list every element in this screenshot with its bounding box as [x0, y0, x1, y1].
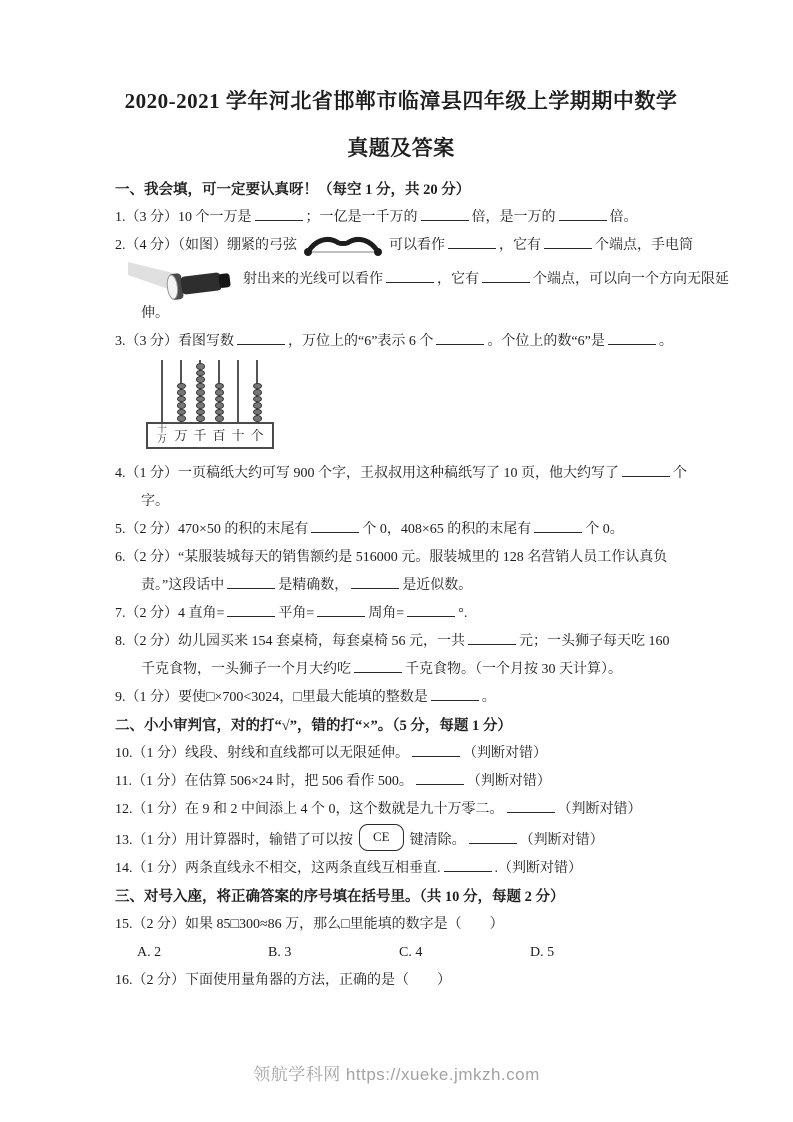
abacus-bead [177, 402, 186, 409]
abacus-rod [161, 360, 163, 422]
question-line: 5.（2 分）470×50 的积的末尾有 个 0，408×65 的积的末尾有 个 0。 [115, 516, 687, 544]
question-8 [115, 628, 687, 684]
answer-blank [255, 207, 303, 221]
answer-blank [469, 830, 517, 844]
abacus-bead [177, 396, 186, 403]
question-line: 7.（2 分）4 直角= 平角= 周角= °. [115, 600, 687, 628]
question-10 [115, 740, 687, 768]
answer-blank [534, 519, 582, 533]
answer-blank [227, 575, 275, 589]
answer-blank [444, 858, 492, 872]
abacus-column-label: 千 [193, 428, 207, 443]
section-heading-2: 二、小小审判官，对的打“√”，错的打“×”。（5 分，每题 1 分） [115, 718, 512, 734]
abacus-bead [253, 415, 262, 422]
question-line: 伸。 [141, 306, 169, 321]
answer-blank [507, 799, 555, 813]
answer-blank [386, 269, 434, 283]
section-heading-1: 一、我会填，可一定要认真呀！（每空 1 分，共 20 分） [115, 182, 471, 198]
answer-blank [544, 235, 592, 249]
abacus-rod [237, 360, 239, 422]
answer-blank [227, 603, 275, 617]
question-line: 字。 [141, 494, 169, 509]
abacus-bead [177, 389, 186, 396]
answer-blank [354, 659, 402, 673]
question-line: 射出来的光线可以看作 ，它有 个端点，可以向一个方向无限延 [115, 260, 687, 300]
abacus-bead [177, 383, 186, 390]
answer-blank [412, 743, 460, 757]
question-line: 9.（1 分）要使□×700<3024，□里最大能填的整数是 。 [115, 684, 687, 712]
calculator-ce-key: CE [359, 824, 404, 851]
question-line: 14.（1 分）两条直线永不相交，这两条直线互相垂直. .（判断对错） [115, 855, 687, 883]
answer-blank [468, 631, 516, 645]
document-title-line2: 真题及答案 [347, 136, 455, 160]
document-title-line1: 2020-2021 学年河北省邯郸市临漳县四年级上学期期中数学 [124, 89, 678, 113]
abacus-bead [196, 409, 205, 416]
abacus-column-label: 个 [250, 428, 264, 443]
question-line: 2.（4 分）（如图）绷紧的弓弦 可以看作 ，它有 个端点，手电筒 [115, 232, 687, 260]
abacus-column-label: 十 万 [157, 425, 167, 445]
section-heading-3: 三、对号入座，将正确答案的序号填在括号里。（共 10 分，每题 2 分） [115, 889, 565, 905]
answer-blank [317, 603, 365, 617]
answer-blank [482, 269, 530, 283]
abacus-bead [196, 389, 205, 396]
answer-blank [416, 771, 464, 785]
flashlight-icon [127, 260, 239, 300]
abacus-bead [253, 402, 262, 409]
choice-option-b: B. 3 [268, 945, 292, 960]
abacus-bead [196, 415, 205, 422]
abacus-bead [196, 396, 205, 403]
question-15 [115, 911, 687, 967]
abacus-bead [253, 389, 262, 396]
abacus-bead [177, 415, 186, 422]
question-line: 8.（2 分）幼儿园买来 154 套桌椅，每套桌椅 56 元，一共 元；一头狮子每天吃 160 [115, 628, 687, 656]
abacus-bead [196, 383, 205, 390]
answer-blank [559, 207, 607, 221]
choice-option-a: A. 2 [137, 945, 162, 960]
abacus-column-label: 十 [231, 428, 245, 443]
abacus-bead [196, 363, 205, 370]
abacus-bead [253, 383, 262, 390]
exam-content [115, 86, 729, 995]
question-line: 15.（2 分）如果 85□300≈86 万，那么□里能填的数字是（ ） [115, 917, 504, 932]
question-16 [115, 967, 687, 995]
question-line: 13.（1 分）用计算器时，输错了可以按 CE 键清除。 （判断对错） [115, 824, 687, 855]
abacus-bead [253, 409, 262, 416]
abacus-bead [253, 396, 262, 403]
question-line: 11.（1 分）在估算 506×24 时，把 506 看作 500。 （判断对错） [115, 768, 687, 796]
question-3 [115, 328, 687, 356]
answer-blank [421, 207, 469, 221]
question-9 [115, 684, 687, 712]
watermark-footer: 领航学科网 https://xueke.jmkzh.com [253, 1065, 540, 1084]
bow-icon [301, 233, 385, 259]
answer-blank [237, 331, 285, 345]
question-4 [115, 460, 687, 516]
answer-blank [436, 331, 484, 345]
question-line [115, 939, 687, 967]
question-line: 16.（2 分）下面使用量角器的方法，正确的是（ ） [115, 973, 451, 988]
question-7 [115, 600, 687, 628]
abacus-bead [215, 415, 224, 422]
question-5 [115, 516, 687, 544]
answer-blank [608, 331, 656, 345]
abacus-bead [215, 396, 224, 403]
question-line: 责。”这段话中 是精确数， 是近似数。 [115, 572, 687, 600]
answer-blank [311, 519, 359, 533]
question-line: 12.（1 分）在 9 和 2 中间添上 4 个 0，这个数就是九十万零二。 （判断对错） [115, 796, 687, 824]
abacus-bead [215, 389, 224, 396]
abacus-bead [196, 402, 205, 409]
abacus-bead [215, 402, 224, 409]
question-14 [115, 855, 687, 883]
abacus-bead [177, 409, 186, 416]
question-line: 千克食物，一头狮子一个月大约吃 千克食物。（一个月按 30 天计算）。 [115, 656, 687, 684]
choice-option-c: C. 4 [399, 945, 423, 960]
abacus-bead [196, 376, 205, 383]
question-13 [115, 824, 687, 855]
choice-option-d: D. 5 [530, 945, 555, 960]
question-line: 4.（1 分）一页稿纸大约可写 900 个字，王叔叔用这种稿纸写了 10 页，他大约写了 个 [115, 460, 687, 488]
question-line: 3.（3 分）看图写数 ，万位上的“6”表示 6 个 。个位上的数“6”是 。 [115, 328, 687, 356]
answer-blank [431, 687, 479, 701]
abacus-column-label: 百 [212, 428, 226, 443]
question-line: 6.（2 分）“某服装城每天的销售额约是 516000 元。服装城里的 128 名营销人员工作认真负 [115, 550, 668, 565]
question-line: 1.（3 分）10 个一万是 ；一亿是一千万的 倍，是一万的 倍。 [115, 204, 687, 232]
question-1 [115, 204, 687, 232]
question-line: 10.（1 分）线段、射线和直线都可以无限延伸。 （判断对错） [115, 740, 687, 768]
abacus-bead [215, 383, 224, 390]
question-6 [115, 544, 687, 600]
question-12 [115, 796, 687, 824]
abacus-bead [215, 409, 224, 416]
abacus-bead [196, 370, 205, 377]
answer-blank [448, 235, 496, 249]
abacus-image [146, 360, 278, 450]
answer-blank [407, 603, 455, 617]
answer-blank [622, 463, 670, 477]
abacus-column-label: 万 [174, 428, 188, 443]
question-11 [115, 768, 687, 796]
question-2 [115, 232, 729, 328]
answer-blank [351, 575, 399, 589]
